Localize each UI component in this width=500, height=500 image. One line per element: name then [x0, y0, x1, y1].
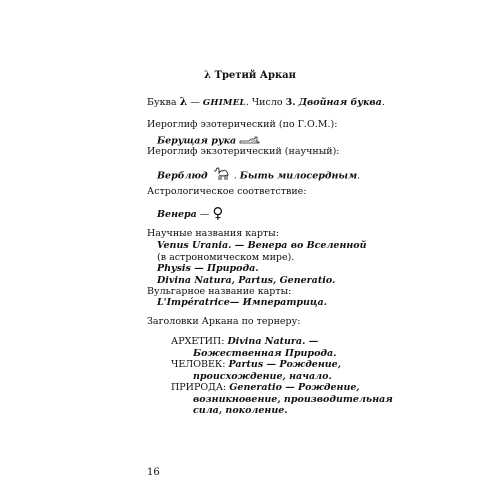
nature-label: ПРИРОДА: [171, 382, 227, 393]
title-text: Третий Аркан [214, 70, 296, 81]
esoteric-label: Иероглиф эзотерический (по Г.О.М.): [147, 119, 338, 130]
astro-line [157, 206, 223, 221]
archetype-line [171, 336, 318, 348]
camel-icon [213, 166, 231, 186]
scientific-label: Научные названия карты: [147, 228, 279, 239]
man-line2: происхождение, начало. [193, 371, 332, 382]
archetype-label: АРХЕТИП: [171, 336, 225, 347]
man-rest: — Рождение, [263, 359, 342, 370]
exoteric-end: . [357, 170, 361, 182]
vulgar-line [157, 297, 327, 309]
scientific-rest3: — Природа. [190, 263, 259, 274]
letter-prefix: Буква [147, 97, 177, 108]
scientific-line3 [157, 263, 259, 275]
astro-value: Венера [157, 209, 197, 220]
letter-dash: — [190, 97, 200, 108]
archetype-line2: Божественная Природа. [193, 348, 337, 359]
astro-dash: — [199, 209, 210, 220]
title-symbol: λ [204, 70, 212, 81]
nature-line3: сила, поколение. [193, 405, 288, 416]
nature-line2: возникновение, производительная [193, 394, 393, 405]
scientific-latin3: Physis [157, 263, 191, 274]
nature-latin: Generatio [229, 382, 282, 393]
letter-symbol: λ [179, 95, 188, 108]
man-line [171, 359, 341, 371]
man-label: ЧЕЛОВЕК: [171, 359, 226, 370]
venus-symbol-icon: ♀ [212, 204, 224, 222]
letter-mid: . Число [245, 97, 283, 108]
esoteric-value: Берущая рука [157, 135, 237, 147]
letter-number: 3. [285, 97, 296, 108]
ternary-label: Заголовки Аркана по тернеру: [147, 316, 301, 327]
scientific-latin1: Venus Urania [157, 240, 229, 251]
exoteric-value2: Быть милосердным [239, 170, 358, 182]
letter-kind: Двойная буква [298, 97, 382, 108]
page-number: 16 [147, 467, 160, 478]
vulgar-label: Вульгарное название карты: [147, 286, 292, 297]
exoteric-line [157, 166, 360, 186]
exoteric-value1: Верблюд [157, 170, 208, 182]
astro-label: Астрологическое соответствие: [147, 186, 307, 197]
scientific-line1 [157, 240, 367, 252]
archetype-rest: . — [302, 336, 319, 347]
man-latin: Partus [228, 359, 264, 370]
exoteric-sep: . [233, 170, 237, 182]
scientific-rest1: . — Венера во Вселенной [228, 240, 367, 251]
scientific-line2: (в астрономическом мире). [157, 252, 295, 263]
letter-line [147, 96, 385, 109]
letter-end: . [381, 97, 385, 108]
arcana-title [204, 70, 296, 82]
letter-name: GHIMEL [202, 98, 246, 108]
scientific-line4: Divina Natura, Partus, Generatio. [157, 275, 336, 286]
vulgar-latin: L'Impératrice [157, 297, 230, 308]
exoteric-label: Иероглиф экзотерический (научный): [147, 146, 340, 157]
nature-line [171, 382, 360, 394]
archetype-latin: Divina Natura [227, 336, 303, 347]
nature-rest: — Рождение, [281, 382, 360, 393]
vulgar-rest: — Императрица. [229, 297, 328, 308]
